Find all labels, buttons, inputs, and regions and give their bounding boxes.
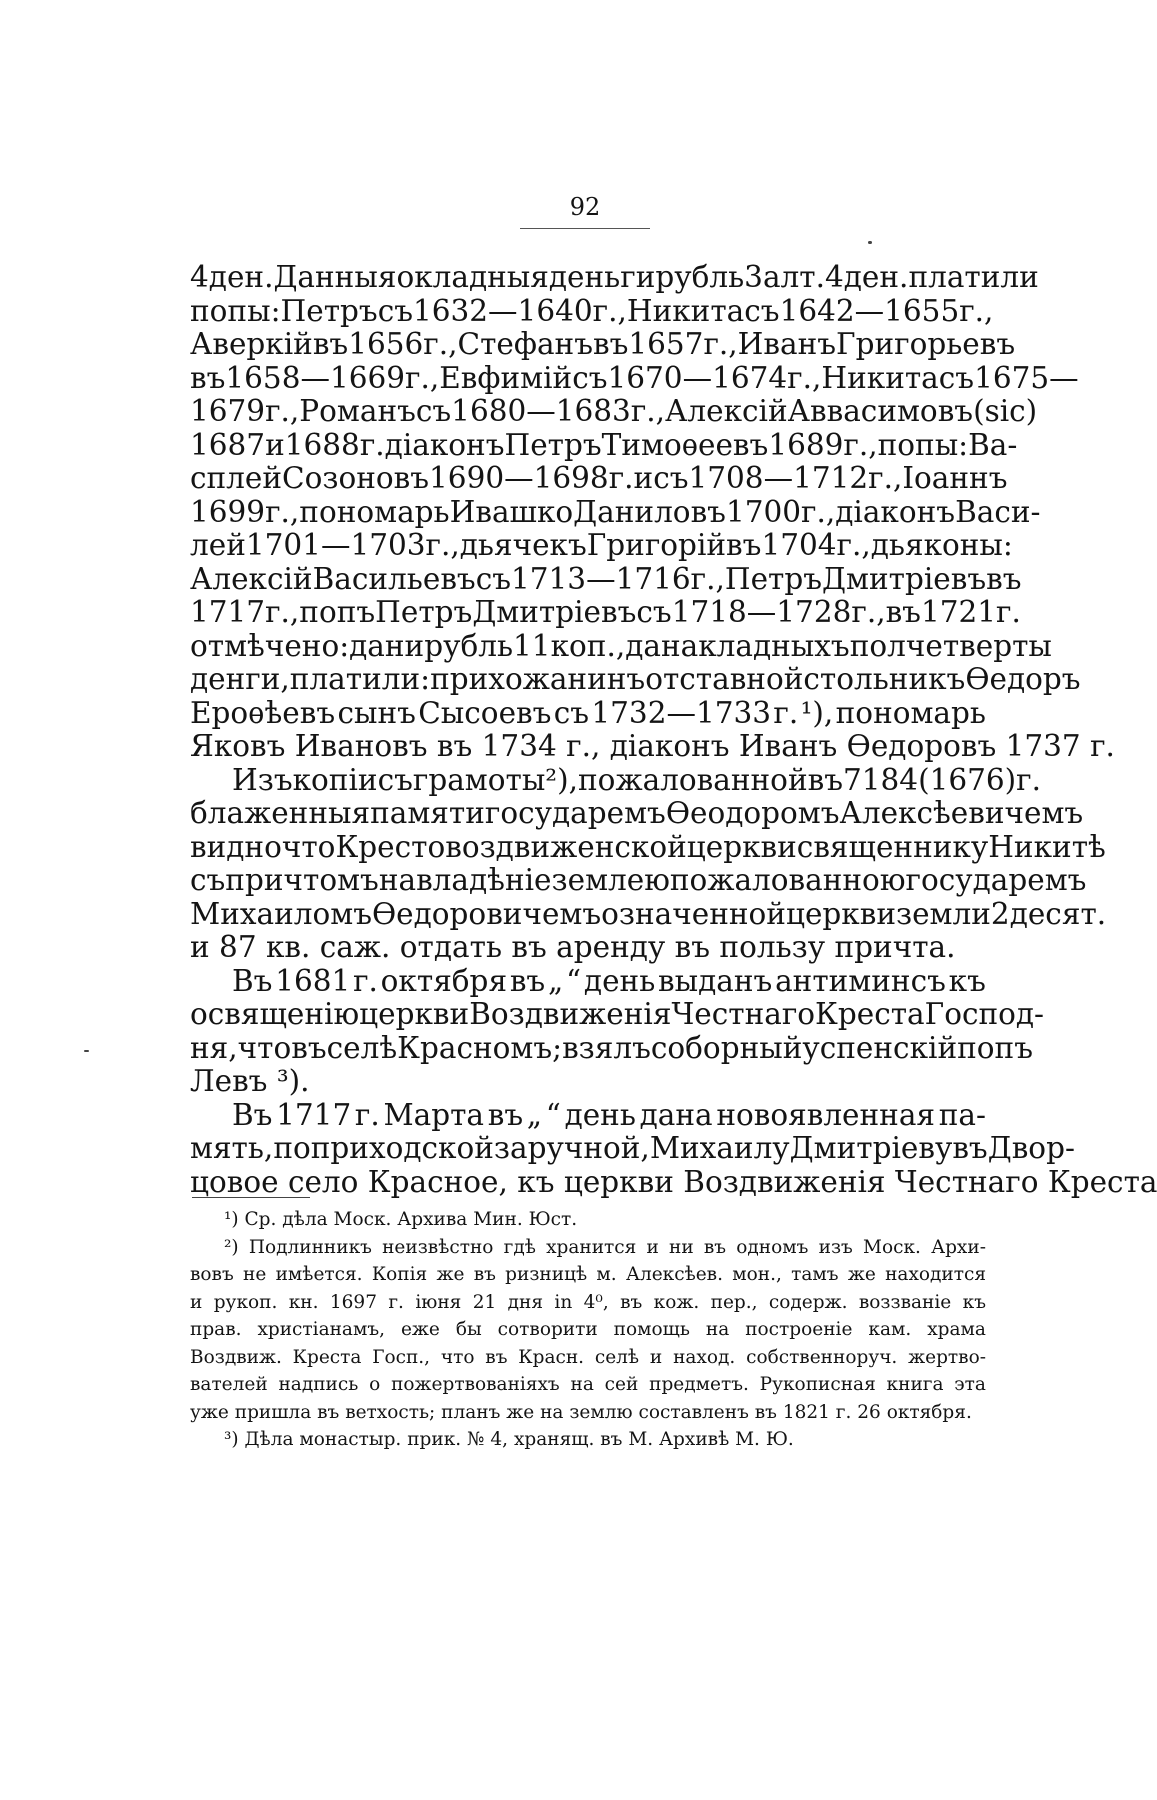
text-line: Аверкій въ 1656 г., Стефанъ въ 1657 г., Иванъ Григорьевъ [190, 327, 1016, 361]
text-line: цовое село Красное, къ церкви Воздвиженія Честнаго Креста [190, 1164, 1157, 1199]
text-line: 1717 г., попъ Петръ Дмитріевъ съ 1718—1728 г., въ 1721 г. [190, 595, 1021, 629]
text-line: Въ 1717 г. Марта въ „ “ день дана новоявленная па- [232, 1097, 986, 1132]
page-number-rule [520, 228, 650, 229]
text-line: съ причтомъ на владѣніе землею пожалованною государемъ [190, 863, 1087, 897]
text-line: сплей Созоновъ 1690—1698 г. и съ 1708—1712 г., Іоаннъ [190, 461, 1008, 495]
text-line: и рукоп. кн. 1697 г. іюня 21 дня in 4⁰, въ кож. пер., содерж. воззваніе къ [190, 1291, 986, 1313]
text-line: 1687 и 1688 г. діаконъ Петръ Тимоѳеевъ 1689 г., попы: Ва- [190, 427, 1018, 462]
text-line: Изъ копіи съ грамоты ²), пожалованной въ 7184 (1676) г. [232, 762, 1042, 797]
text-line: Ероѳѣевъ сынъ Сысоевъ съ 1732—1733 г. ¹), пономарь [190, 695, 986, 730]
text-line: вателей надпись о пожертвованіяхъ на сей предметъ. Рукописная книга эта [190, 1374, 986, 1395]
body-text [190, 260, 1157, 1199]
print-speck [84, 1050, 89, 1052]
text-line: Яковъ Ивановъ въ 1734 г., діаконъ Иванъ Ѳедоровъ 1737 г. [190, 729, 1115, 763]
text-line: лей 1701—1703 г., дьячекъ Григорій въ 1704 г., дьяконы: [190, 528, 1013, 562]
text-line: уже пришла въ ветхость; планъ же на землю составленъ въ 1821 г. 26 октября. [190, 1401, 972, 1423]
footnote-2 [190, 1234, 986, 1427]
text-line: и 87 кв. саж. отдать въ аренду въ пользу причта. [190, 930, 956, 964]
text-line: отмѣчено: дани рубль 11 коп., да накладныхъ полчетверты [190, 628, 1052, 663]
text-line: видно что Крестовоздвиженской церкви священнику Никитѣ [190, 829, 1106, 864]
text-line: 4 ден. Данныя окладныя деньги рубль 3 алт. 4 ден. платили [190, 260, 1039, 294]
text-line: ³) Дѣла монастыр. прик. № 4, хранящ. въ М. Архивѣ М. Ю. [224, 1429, 794, 1450]
paragraph-clergy-list [190, 260, 1115, 764]
text-line: ²) Подлинникъ неизвѣстно гдѣ хранится и ни въ одномъ изъ Моск. Архи- [224, 1236, 986, 1258]
text-line: Въ 1681 г. октября въ „ “ день выданъ антиминсъ къ [232, 963, 986, 998]
footnotes [190, 1206, 986, 1454]
text-line: прав. христіанамъ, еже бы сотворити помощь на построеніе кам. храма [190, 1319, 986, 1340]
text-line: освященію церкви Воздвиженія Честнаго Креста Господ- [190, 997, 1045, 1031]
print-speck [868, 241, 872, 244]
text-line: ¹) Ср. дѣла Моск. Архива Мин. Юст. [224, 1209, 578, 1230]
text-line: ня, что въ селѣ Красномъ; взялъ соборный успенскій попъ [190, 1030, 1033, 1065]
paragraph-charter-copy [190, 762, 1107, 965]
text-line: блаженныя памяти государемъ Ѳеодоромъ Алексѣевичемъ [190, 796, 1084, 830]
footnote-1 [190, 1206, 986, 1234]
text-line: Воздвиж. Креста Госп., что въ Красн. селѣ и наход. собственноруч. жертво- [190, 1346, 986, 1368]
text-line: вовъ не имѣется. Копія же въ ризницѣ м. Алексѣев. мон., тамъ же находится [190, 1264, 986, 1285]
text-line: Алексій Васильевъ съ 1713—1716 г., Петръ Дмитріевъ въ [190, 561, 1022, 596]
footnote-rule [192, 1197, 310, 1198]
paragraph-memo-1717 [190, 1097, 1157, 1200]
text-line: денги, платили: прихожанинъ отставной стольникъ Ѳедоръ [190, 662, 1081, 696]
text-line: попы: Петръ съ 1632—1640 г., Никита съ 1642—1655 г., [190, 293, 994, 328]
paragraph-antimension-1681 [190, 963, 1045, 1099]
text-line: мять, по приходской заручной, Михаилу Дмитріеву въ Двор- [190, 1131, 1075, 1165]
footnote-3 [190, 1426, 986, 1454]
text-line: 1679 г., Романъ съ 1680—1683 г., Алексій Аввасимовъ (sic) [190, 394, 1038, 428]
page-number: 92 [569, 193, 601, 221]
text-line: Левъ ³). [190, 1064, 310, 1098]
text-line: въ 1658—1669 г., Евфимій съ 1670—1674 г., Никита съ 1675— [190, 360, 1079, 395]
text-line: Михаиломъ Ѳедоровичемъ означенной церкви земли 2 десят. [190, 896, 1107, 931]
text-line: 1699 г., пономарь Ивашко Даниловъ 1700 г., діаконъ Васи- [190, 494, 1041, 529]
